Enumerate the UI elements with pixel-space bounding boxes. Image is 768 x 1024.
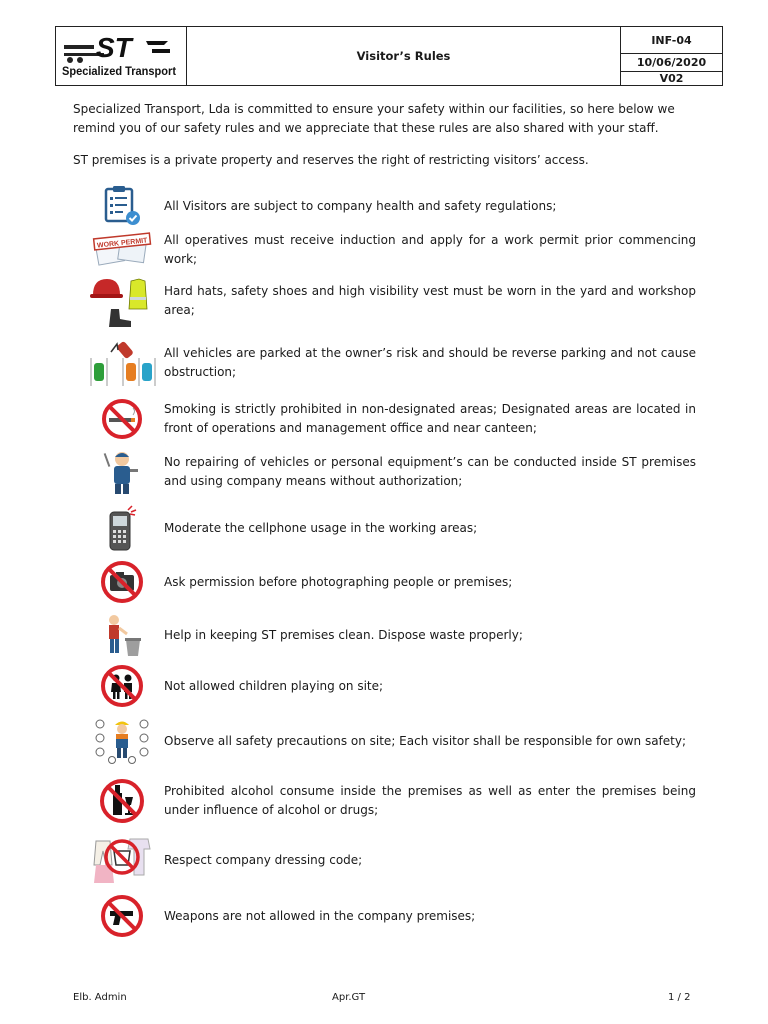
rule-item: Help in keeping ST premises clean. Dispose waste properly; <box>84 612 696 658</box>
svg-text:Specialized Transport: Specialized Transport <box>62 64 176 78</box>
rule-item: Prohibited alcohol consume inside the premises as well as enter the premises being under influence of alcohol or drugs; <box>84 776 696 826</box>
rule-item: Ask permission before photographing people or premises; <box>84 559 696 605</box>
access-paragraph: ST premises is a private property and reserves the right of restricting visitors’ access. <box>73 153 589 167</box>
svg-text:ST: ST <box>96 32 132 63</box>
rule-item: Respect company dressing code; <box>84 835 696 885</box>
rule-item: Hard hats, safety shoes and high visibility vest must be worn in the yard and workshop area; <box>84 272 696 330</box>
rule-item: Weapons are not allowed in the company premises; <box>84 894 696 938</box>
rule-item: Not allowed children playing on site; <box>84 664 696 708</box>
rule-item: Smoking is strictly prohibited in non-designated areas; Designated areas are located in front of operations and management office and near canteen; <box>84 396 696 442</box>
document-date: 10/06/2020 <box>621 54 722 72</box>
no-children-icon <box>84 664 160 708</box>
footer-approved-by: Apr.GT <box>332 992 366 1003</box>
no-alcohol-icon <box>84 777 160 825</box>
footer-prepared-by: Elb. Admin <box>73 992 127 1003</box>
no-camera-icon <box>84 559 160 605</box>
rule-item: Moderate the cellphone usage in the working areas; <box>84 504 696 552</box>
document-header <box>55 26 723 86</box>
no-smoking-icon <box>84 397 160 441</box>
no-weapons-icon <box>84 894 160 938</box>
document-title: Visitor’s Rules <box>356 49 451 63</box>
ppe-icon <box>84 273 160 329</box>
rule-item: Observe all safety precautions on site; Each visitor shall be responsible for own safety; <box>84 716 696 766</box>
company-logo <box>56 27 187 85</box>
svg-text:WORK PERMIT: WORK PERMIT <box>96 237 148 250</box>
work-permit-icon <box>84 231 160 269</box>
clipboard-check-icon <box>84 185 160 227</box>
rule-item: All Visitors are subject to company health and safety regulations; <box>84 184 696 228</box>
dress-code-icon <box>84 835 160 885</box>
intro-paragraph: Specialized Transport, Lda is committed to ensure your safety within our facilities, so here below we remind you of our safety rules and we appreciate that these rules are also shared with your staff. <box>73 102 675 135</box>
mechanic-icon <box>84 447 160 497</box>
document-version: V02 <box>659 72 684 85</box>
waste-disposal-icon <box>84 612 160 658</box>
footer-page-number: 1 / 2 <box>668 992 691 1003</box>
rule-item: All vehicles are parked at the owner’s risk and should be reverse parking and not cause obstruction; <box>84 336 696 390</box>
document-code: INF-04 <box>621 27 722 54</box>
document-meta <box>620 27 722 85</box>
rule-item: No repairing of vehicles or personal equipment’s can be conducted inside ST premises and using company means without authorization; <box>84 447 696 497</box>
reverse-parking-icon <box>84 338 160 388</box>
rule-item: WORK PERMIT All operatives must receive induction and apply for a work permit prior commencing work; <box>84 229 696 271</box>
cellphone-icon <box>84 504 160 552</box>
safety-precautions-icon <box>84 716 160 766</box>
